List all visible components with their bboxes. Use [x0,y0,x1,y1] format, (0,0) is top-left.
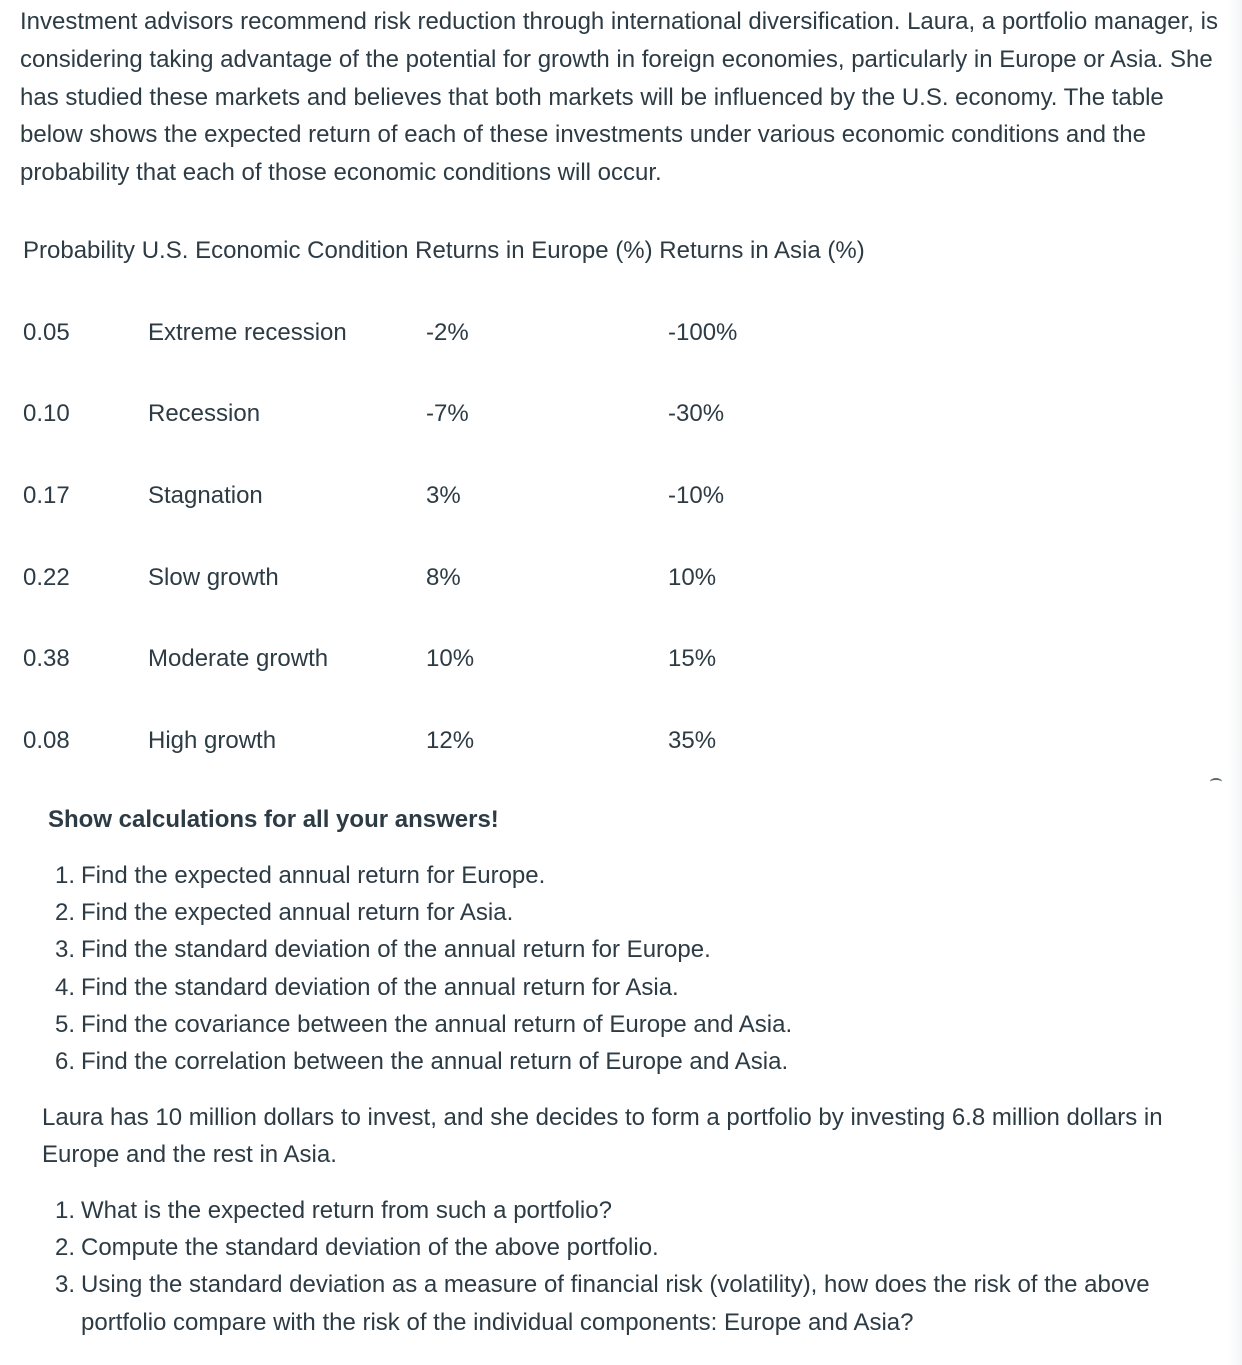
asia-return-cell: -30% [668,400,725,427]
probability-cell: 0.10 [23,400,70,427]
table-row [0,478,1000,514]
list-item [55,1006,1155,1043]
scroll-marker-icon [1210,778,1222,786]
questions-part2-list [55,1192,1185,1341]
list-item [55,894,1155,931]
list-number: 6. [55,1048,76,1076]
list-number: 3. [55,936,76,964]
asia-return-cell: -10% [668,482,725,509]
condition-cell: High growth [148,727,277,754]
list-number: 1. [55,862,76,889]
show-calculations-note: Show calculations for all your answers! [48,806,499,833]
europe-return-cell: 8% [426,564,461,591]
list-number: 2. [55,899,76,927]
list-number: 2. [55,1234,76,1262]
list-number: 1. [55,1197,76,1224]
intro-paragraph: Investment advisors recommend risk reduction through international diversification. Laura, a portfolio manager, is considering taking advantage of the potential for growth in foreign economies, particularly in Europe or Asia. She has studied these markets and believes that both markets will be influenced by the U.S. economy. The table below shows the expected return of each of these investments under various economic conditions and the probability that each of those economic conditions will occur. [20,8,1218,187]
probability-cell: 0.22 [23,564,70,591]
asia-return-cell: 35% [668,727,717,754]
condition-cell: Recession [148,400,261,427]
list-item [55,1229,1185,1266]
table-row [0,396,1000,432]
condition-cell: Extreme recession [148,319,347,346]
europe-return-cell: 10% [426,645,475,672]
question-text: Find the standard deviation of the annual return for Europe. [81,936,711,964]
probability-cell: 0.17 [23,482,70,509]
portfolio-paragraph: Laura has 10 million dollars to invest, and she decides to form a portfolio by investing 6.8 million dollars in Europe and the rest in Asia. [42,1104,1163,1169]
list-number: 3. [55,1271,76,1299]
condition-cell: Slow growth [148,564,279,591]
condition-cell: Stagnation [148,482,263,509]
table-header: Probability U.S. Economic Condition Returns in Europe (%) Returns in Asia (%) [23,237,865,264]
table-row [0,723,1000,759]
europe-return-cell: -2% [426,319,469,346]
europe-return-cell: -7% [426,400,469,427]
list-item [55,1266,1185,1340]
asia-return-cell: 15% [668,645,717,672]
probability-cell: 0.38 [23,645,70,672]
question-text: Compute the standard deviation of the above portfolio. [81,1234,659,1262]
list-number: 5. [55,1010,76,1038]
list-item [55,931,1155,968]
probability-cell: 0.08 [23,727,70,754]
probability-cell: 0.05 [23,319,70,346]
question-text: Find the expected annual return for Asia. [81,899,514,927]
question-text: What is the expected return from such a portfolio? [81,1197,612,1224]
list-item [55,1043,1155,1080]
europe-return-cell: 12% [426,727,475,754]
list-item [55,969,1155,1006]
questions-part1-list [55,857,1155,1080]
question-text: Find the expected annual return for Europe. [81,862,546,889]
table-row [0,560,1000,596]
question-text: Find the covariance between the annual return of Europe and Asia. [81,1010,793,1038]
table-row [0,315,1000,351]
question-text: Find the correlation between the annual return of Europe and Asia. [81,1048,789,1076]
asia-return-cell: -100% [668,319,738,346]
asia-return-cell: 10% [668,564,717,591]
question-text: Using the standard deviation as a measure of financial risk (volatility), how does the risk of the above portfolio compare with the risk of the individual components: Europe and Asia? [81,1271,1150,1336]
condition-cell: Moderate growth [148,645,329,672]
list-item [55,1192,1185,1229]
scrollbar-edge[interactable] [1228,0,1242,1365]
table-row [0,641,1000,677]
europe-return-cell: 3% [426,482,461,509]
question-text: Find the standard deviation of the annual return for Asia. [81,973,679,1001]
list-number: 4. [55,973,76,1001]
list-item [55,857,1155,894]
